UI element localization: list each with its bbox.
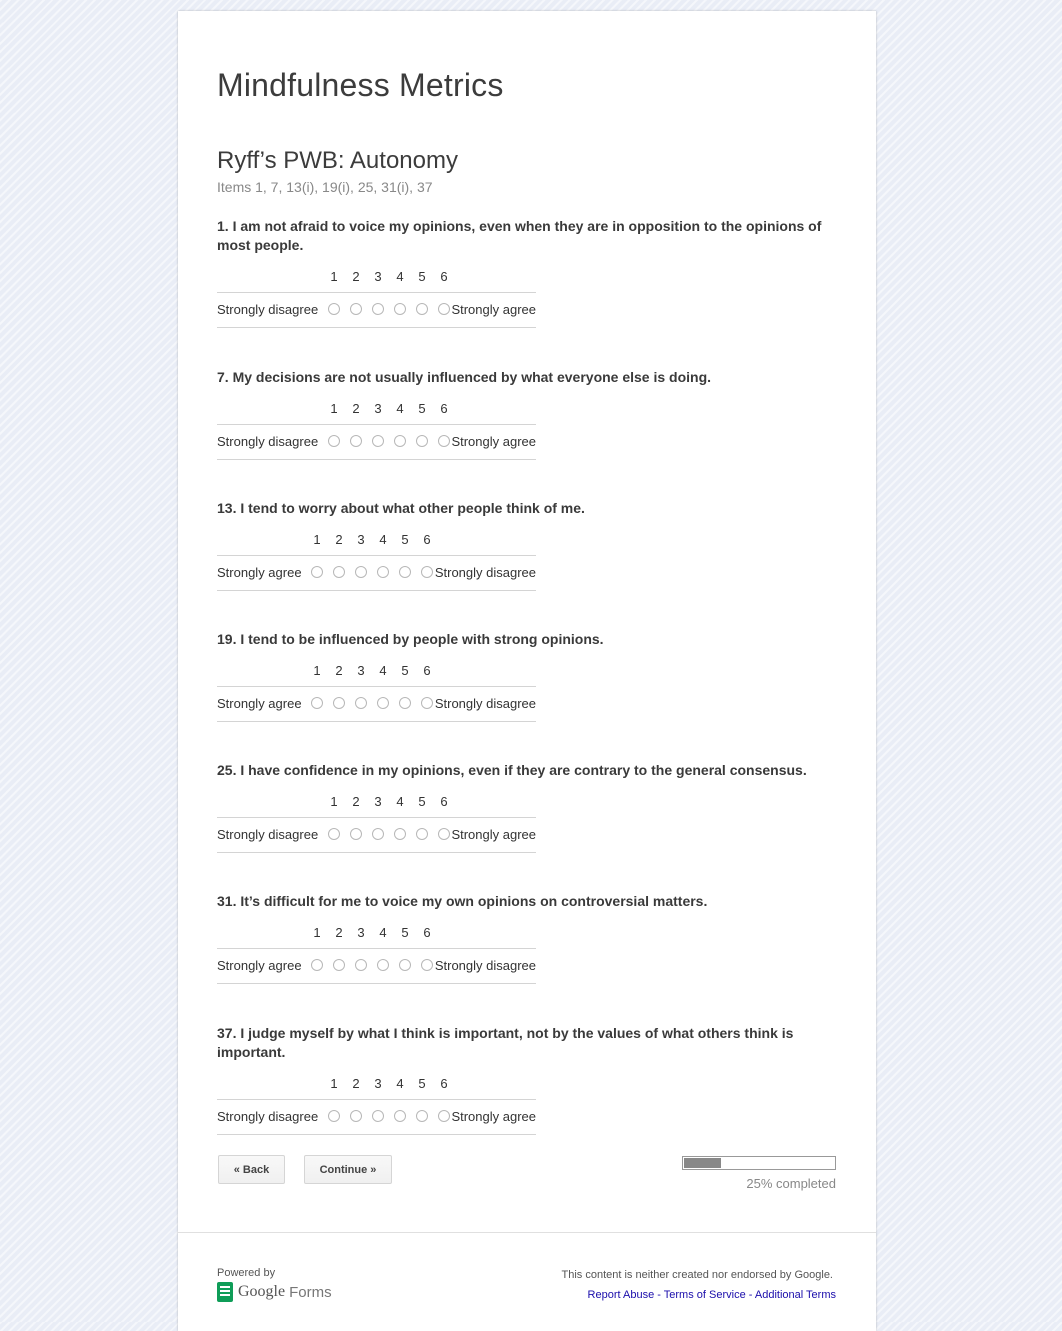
logo-forms-text: Forms: [289, 1283, 332, 1301]
scale-radio-option[interactable]: [311, 697, 323, 709]
scale-number: 5: [418, 269, 426, 284]
scale-number: 6: [423, 925, 431, 940]
scale-number: 4: [379, 532, 387, 547]
scale-radio-option[interactable]: [394, 435, 406, 447]
scale-right-label: Strongly disagree: [434, 958, 536, 973]
scale-number: 1: [313, 532, 321, 547]
scale-right-label: Strongly agree: [451, 302, 536, 317]
scale-number: 6: [440, 401, 448, 416]
scale-number: 6: [423, 532, 431, 547]
scale-number: 1: [330, 794, 338, 809]
linear-scale: [217, 925, 536, 987]
scale-number: 3: [374, 269, 382, 284]
scale-radio-option[interactable]: [333, 697, 345, 709]
scale-radio-option[interactable]: [350, 1110, 362, 1122]
scale-number: 4: [396, 794, 404, 809]
linear-scale: [217, 794, 536, 856]
scale-number: 4: [379, 925, 387, 940]
scale-number: 2: [335, 925, 343, 940]
scale-radio-option[interactable]: [438, 303, 450, 315]
scale-radio-option[interactable]: [333, 959, 345, 971]
report-abuse-link[interactable]: Report Abuse: [587, 1289, 655, 1301]
scale-radio-option[interactable]: [350, 828, 362, 840]
section-title: Ryff’s PWB: Autonomy: [217, 147, 458, 174]
scale-radio-option[interactable]: [372, 828, 384, 840]
scale-number: 3: [374, 401, 382, 416]
additional-terms-link[interactable]: Additional Terms: [754, 1289, 836, 1301]
scale-radio-option[interactable]: [399, 566, 411, 578]
question-item: [217, 761, 837, 856]
scale-number: 5: [401, 925, 409, 940]
scale-radio-option[interactable]: [394, 828, 406, 840]
google-forms-icon: [217, 1282, 233, 1302]
scale-number: 4: [396, 1076, 404, 1091]
section-description: Items 1, 7, 13(i), 19(i), 25, 31(i), 37: [217, 179, 433, 195]
linear-scale: [217, 532, 536, 594]
linear-scale: [217, 663, 536, 725]
scale-radio-option[interactable]: [421, 566, 433, 578]
disclaimer-text: This content is neither created nor endorsed by Google.: [561, 1269, 833, 1281]
scale-radio-option[interactable]: [421, 959, 433, 971]
scale-options-row: [217, 555, 536, 591]
scale-right-label: Strongly agree: [451, 827, 536, 842]
scale-number: 1: [330, 401, 338, 416]
scale-number: 3: [374, 1076, 382, 1091]
scale-number: 1: [313, 663, 321, 678]
link-separator: -: [654, 1289, 664, 1301]
scale-radio-option[interactable]: [416, 828, 428, 840]
scale-number: 4: [396, 401, 404, 416]
question-item: [217, 217, 837, 331]
scale-number: 2: [352, 401, 360, 416]
question-text: 25. I have confidence in my opinions, even if they are contrary to the general consensus.: [217, 762, 807, 778]
scale-radio-option[interactable]: [372, 435, 384, 447]
footer-divider: [178, 1232, 876, 1233]
scale-number: 5: [418, 401, 426, 416]
question-item: [217, 368, 837, 463]
progress-text: 25% completed: [746, 1176, 836, 1191]
scale-number: 4: [396, 269, 404, 284]
scale-radio-option[interactable]: [372, 1110, 384, 1122]
form-title: Mindfulness Metrics: [217, 67, 504, 103]
scale-number: 1: [330, 1076, 338, 1091]
question-item: [217, 1024, 837, 1138]
scale-radio-option[interactable]: [377, 566, 389, 578]
scale-left-label: Strongly disagree: [217, 1109, 319, 1124]
terms-of-service-link[interactable]: Terms of Service: [663, 1289, 746, 1301]
scale-number: 1: [313, 925, 321, 940]
scale-radio-option[interactable]: [311, 959, 323, 971]
scale-left-label: Strongly disagree: [217, 827, 319, 842]
scale-number: 2: [335, 663, 343, 678]
scale-number: 1: [330, 269, 338, 284]
scale-radio-option[interactable]: [377, 697, 389, 709]
scale-left-label: Strongly disagree: [217, 302, 319, 317]
scale-number: 3: [374, 794, 382, 809]
scale-number: 5: [401, 532, 409, 547]
linear-scale: [217, 401, 536, 463]
scale-options-row: [217, 686, 536, 722]
linear-scale: [217, 269, 536, 331]
question-text: 1. I am not afraid to voice my opinions, even when they are in opposition to the opinions of most people.: [217, 218, 822, 253]
scale-radio-option[interactable]: [399, 697, 411, 709]
scale-left-label: Strongly agree: [217, 958, 302, 973]
scale-radio-option[interactable]: [328, 435, 340, 447]
scale-radio-option[interactable]: [438, 828, 450, 840]
scale-radio-option[interactable]: [421, 697, 433, 709]
scale-radio-option[interactable]: [328, 1110, 340, 1122]
scale-number: 3: [357, 925, 365, 940]
scale-radio-option[interactable]: [350, 303, 362, 315]
scale-radio-option[interactable]: [355, 959, 367, 971]
scale-radio-option[interactable]: [394, 303, 406, 315]
scale-radio-option[interactable]: [399, 959, 411, 971]
question-text: 19. I tend to be influenced by people with strong opinions.: [217, 631, 604, 647]
linear-scale: [217, 1076, 536, 1138]
scale-number: 3: [357, 663, 365, 678]
scale-radio-option[interactable]: [311, 566, 323, 578]
scale-left-label: Strongly agree: [217, 696, 302, 711]
powered-by-label: Powered by: [217, 1267, 276, 1279]
scale-number: 2: [352, 1076, 360, 1091]
logo-google-text: Google: [238, 1283, 286, 1300]
form-card: [178, 11, 876, 1331]
question-item: [217, 499, 837, 594]
scale-radio-option[interactable]: [438, 1110, 450, 1122]
link-separator: -: [745, 1289, 755, 1301]
scale-radio-option[interactable]: [416, 303, 428, 315]
question-item: [217, 892, 837, 987]
scale-right-label: Strongly disagree: [434, 565, 536, 580]
scale-number: 5: [401, 663, 409, 678]
scale-number: 5: [418, 1076, 426, 1091]
scale-number: 5: [418, 794, 426, 809]
scale-number: 2: [352, 794, 360, 809]
question-text: 31. It’s difficult for me to voice my own opinions on controversial matters.: [217, 893, 708, 909]
scale-number: 2: [352, 269, 360, 284]
scale-number: 3: [357, 532, 365, 547]
scale-radio-option[interactable]: [438, 435, 450, 447]
scale-left-label: Strongly disagree: [217, 434, 319, 449]
question-text: 13. I tend to worry about what other people think of me.: [217, 500, 585, 516]
scale-left-label: Strongly agree: [217, 565, 302, 580]
scale-radio-option[interactable]: [350, 435, 362, 447]
footer-links: [588, 1289, 836, 1301]
progress-fill: [684, 1158, 721, 1168]
scale-radio-option[interactable]: [355, 566, 367, 578]
scale-number: 2: [335, 532, 343, 547]
scale-right-label: Strongly agree: [451, 1109, 536, 1124]
scale-options-row: [217, 424, 536, 460]
scale-radio-option[interactable]: [416, 1110, 428, 1122]
scale-options-row: [217, 292, 536, 328]
scale-options-row: [217, 1099, 536, 1135]
question-text: 7. My decisions are not usually influenced by what everyone else is doing.: [217, 369, 712, 385]
scale-radio-option[interactable]: [372, 303, 384, 315]
scale-number: 6: [440, 269, 448, 284]
scale-number: 6: [423, 663, 431, 678]
scale-right-label: Strongly agree: [451, 434, 536, 449]
scale-number: 4: [379, 663, 387, 678]
scale-options-row: [217, 817, 536, 853]
scale-radio-option[interactable]: [394, 1110, 406, 1122]
scale-radio-option[interactable]: [355, 697, 367, 709]
question-item: [217, 630, 837, 725]
scale-options-row: [217, 948, 536, 984]
scale-right-label: Strongly disagree: [434, 696, 536, 711]
question-text: 37. I judge myself by what I think is important, not by the values of what others think is important.: [217, 1025, 794, 1060]
scale-radio-option[interactable]: [328, 303, 340, 315]
scale-radio-option[interactable]: [377, 959, 389, 971]
scale-radio-option[interactable]: [333, 566, 345, 578]
progress-bar: [682, 1156, 836, 1170]
scale-number: 6: [440, 794, 448, 809]
scale-radio-option[interactable]: [328, 828, 340, 840]
scale-radio-option[interactable]: [416, 435, 428, 447]
back-button[interactable]: « Back: [218, 1155, 285, 1184]
continue-button[interactable]: Continue »: [304, 1155, 392, 1184]
google-forms-logo[interactable]: [217, 1281, 332, 1303]
scale-number: 6: [440, 1076, 448, 1091]
